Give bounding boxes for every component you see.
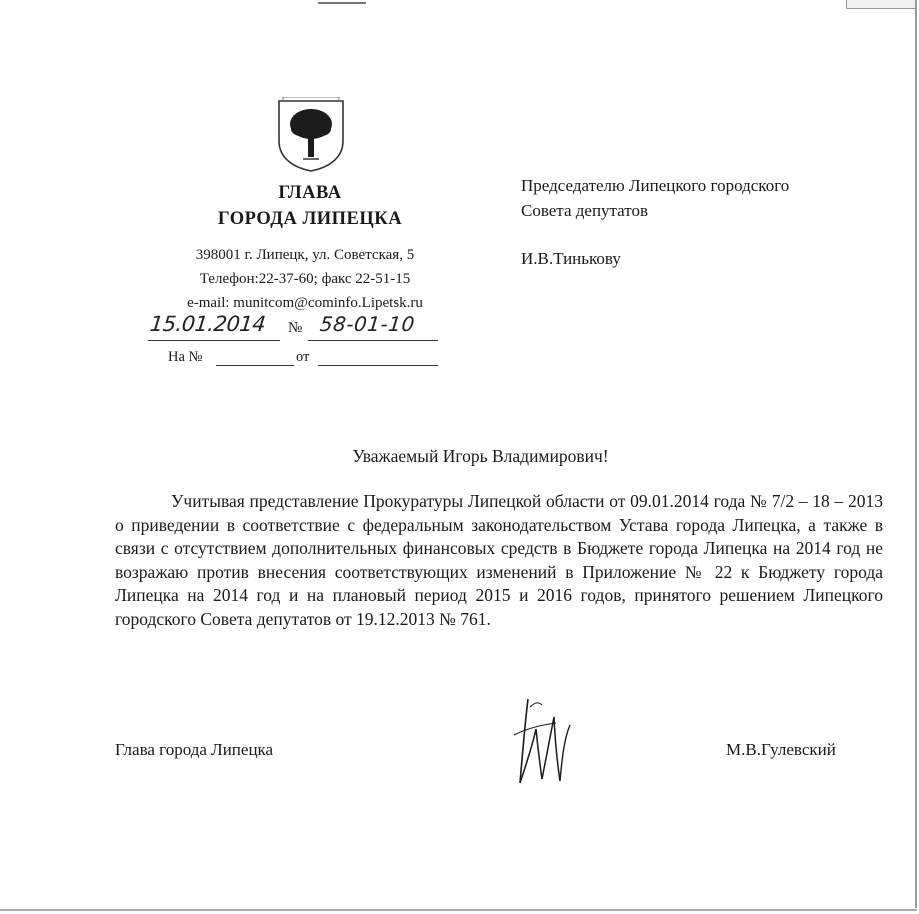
- reference-line: [168, 349, 448, 369]
- city-emblem-icon: [275, 97, 347, 173]
- reference-number-blank: [216, 365, 294, 366]
- addressee-line1: Председателю Липецкого городского: [521, 176, 790, 195]
- outgoing-date-handwritten: 15.01.2014: [148, 312, 267, 336]
- scan-artifact: [318, 2, 366, 4]
- addressee-line2: Совета депутатов: [521, 201, 649, 220]
- signatory-name: М.В.Гулевский: [726, 740, 836, 759]
- date-underline: [148, 340, 280, 341]
- letterhead-email: e-mail: munitcom@cominfo.Lipetsk.ru: [187, 295, 423, 311]
- salutation: Уважаемый Игорь Владимирович!: [352, 446, 609, 466]
- letterhead-title-line2: ГОРОДА ЛИПЕЦКА: [217, 209, 403, 229]
- reference-number-label: На №: [168, 349, 203, 365]
- reference-date-blank: [318, 365, 438, 366]
- reference-from-label: от: [296, 349, 310, 365]
- letterhead-phone-fax: Телефон:22-37-60; факс 22-51-15: [199, 271, 411, 287]
- outgoing-number-handwritten: 58-01-10: [318, 312, 417, 336]
- scan-corner-artifact: [846, 0, 915, 9]
- signatory-position: Глава города Липецка: [115, 740, 274, 759]
- addressee-name: И.В.Тинькову: [521, 249, 621, 268]
- number-label: №: [288, 320, 303, 336]
- letterhead-title: [180, 180, 440, 232]
- page-border-bottom: [0, 909, 917, 911]
- outgoing-registration: [148, 312, 448, 342]
- letterhead-title-line1: ГЛАВА: [278, 183, 342, 203]
- letter-body: Учитывая представление Прокуратуры Липецкой области от 09.01.2014 года № 7/2 – 18 – 2013 о приведении в соответствие с федеральным законодательством Устава города Липецка, а также в связи с отсутствием дополнительных финансовых средств в Бюджете города Липецка на 2014 год не возражаю против внесения соответствующих изменений в Приложение № 22 к Бюджету города Липецка на 2014 год и на плановый период 2015 и 2016 годов, принятого решением Липецкого городского Совета депутатов от 19.12.2013 № 761.: [115, 491, 883, 629]
- number-underline: [308, 340, 438, 341]
- handwritten-signature: [500, 695, 580, 790]
- letterhead-address: 398001 г. Липецк, ул. Советская, 5: [195, 247, 415, 263]
